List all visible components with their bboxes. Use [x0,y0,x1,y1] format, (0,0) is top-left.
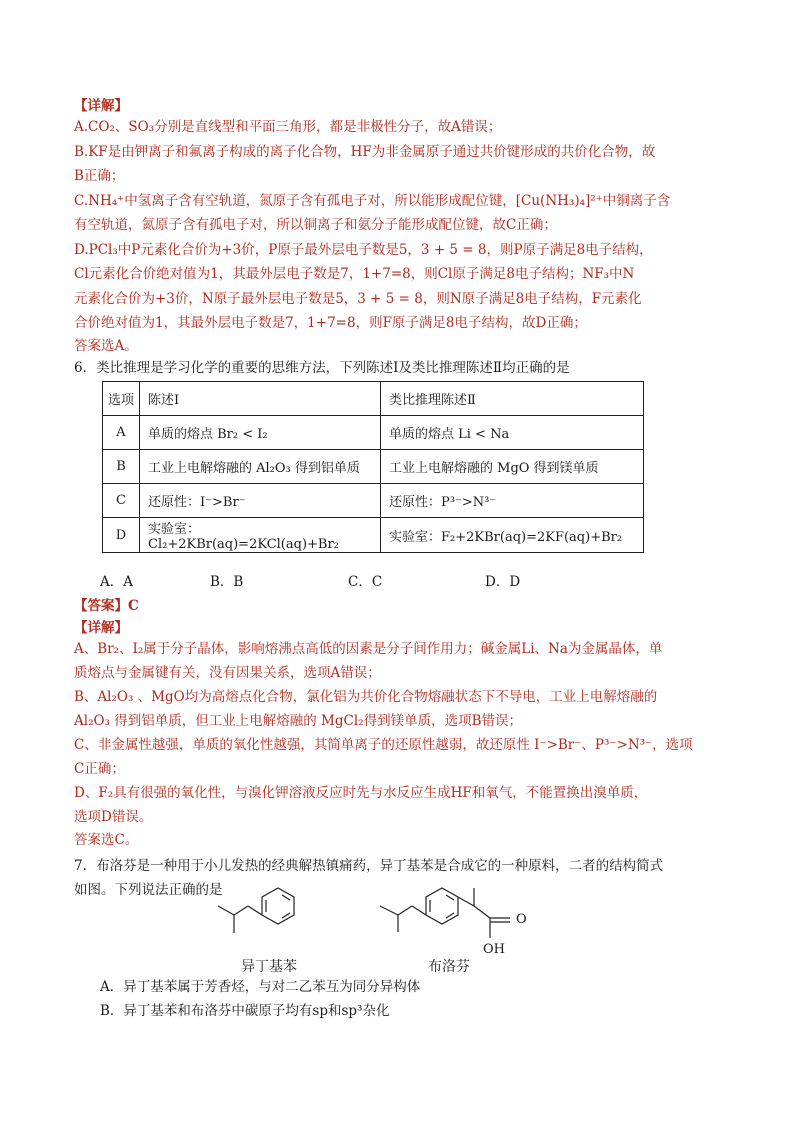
table-cell: 单质的熔点 Li < Na [381,416,644,450]
q7-option-b: B．异丁基苯和布洛芬中碳原子均有sp和sp³杂化 [100,1003,390,1019]
q6-answer: 答案选C。 [74,832,139,848]
table-cell: D [103,518,140,553]
q6-option-d: D．D [485,574,521,590]
table-cell: 还原性：I⁻>Br⁻ [140,484,381,518]
q7-option-a: A．异丁基苯属于芳香烃，与对二乙苯互为同分异构体 [100,979,421,995]
q6-table [102,381,644,553]
q6-exp-line-8: 选项D错误。 [74,809,153,825]
table-row [103,518,644,553]
table-row [103,416,644,450]
q5-line-3: B正确； [74,168,125,184]
table-cell: 单质的熔点 Br₂ < I₂ [140,416,381,450]
ibuprofen-structure-icon [370,874,540,964]
table-cell: 实验室：F₂+2KBr(aq)=2KF(aq)+Br₂ [381,518,644,553]
q6-exp-line-6: C正确； [74,761,125,777]
q7-stem-line-1: 7．布洛芬是一种用于小儿发热的经典解热镇痛药，异丁基苯是合成它的一种原料，二者的结构简式 [74,858,664,874]
table-header-row [103,382,644,416]
q6-exp-line-1: A、Br₂、I₂属于分子晶体，影响熔沸点高低的因素是分子间作用力；碱金属Li、Na为金属晶体，单 [74,641,663,657]
q6-exp-line-2: 质熔点与金属键有关，没有因果关系，选项A错误； [74,665,381,681]
q5-line-5: 有空轨道，氮原子含有孤电子对，所以铜离子和氨分子能形成配位键，故C正确； [74,217,557,233]
table-cell: A [103,416,140,450]
table-cell: B [103,450,140,484]
q5-line-9: 合价绝对值为1，其最外层电子数是7，1+7=8，则F原子满足8电子结构，故D正确； [74,315,587,331]
q5-explanation-heading: 【详解】 [74,98,128,114]
q7-stem-line-2: 如图。下列说法正确的是 [74,882,223,898]
q6-stem: 6．类比推理是学习化学的重要的思维方法，下列陈述Ⅰ及类比推理陈述Ⅱ均正确的是 [74,360,570,376]
isobutylbenzene-structure-icon [200,880,310,950]
q5-line-2: B.KF是由钾离子和氟离子构成的离子化合物，HF为非金属原子通过共价键形成的共价化合物，故 [74,144,656,160]
table-cell: 还原性：P³⁻>N³⁻ [381,484,644,518]
q5-line-4: C.NH₄⁺中氢离子含有空轨道，氮原子含有孤电子对，所以能形成配位键，[Cu(NH₃)₄]²⁺中铜离子含 [74,193,671,209]
q5-answer: 答案选A。 [74,338,138,354]
table-header-cell: 选项 [103,382,140,416]
table-row [103,450,644,484]
q6-exp-line-4: Al₂O₃ 得到铝单质，但工业上电解熔融的 MgCl₂得到镁单质，选项B错误； [74,713,522,729]
q5-line-8: 元素化合价为+3价，N原子最外层电子数是5，3 + 5 = 8，则N原子满足8电子结构，F元素化 [74,291,642,307]
q5-line-1: A.CO₂、SO₃分别是直线型和平面三角形，都是非极性分子，故A错误； [74,119,502,135]
q6-option-b: B．B [210,574,244,590]
q6-option-c: C．C [348,574,383,590]
q5-line-6: D.PCl₃中P元素化合价为+3价，P原子最外层电子数是5，3 + 5 = 8，则P原子满足8电子结构， [74,242,653,258]
table-header-cell: 陈述Ⅰ [140,382,381,416]
table-header-cell: 类比推理陈述Ⅱ [381,382,644,416]
carbonyl-oxygen-label: O [516,912,527,927]
table-cell: 实验室：Cl₂+2KBr(aq)=2KCl(aq)+Br₂ [140,518,381,553]
q6-option-a: A．A [100,574,133,590]
q6-answer-label: 【答案】C [74,598,139,614]
q6-exp-line-5: C、非金属性越强，单质的氧化性越强，其简单离子的还原性越弱，故还原性 I⁻>Br⁻、P³⁻>N³⁻，选项 [74,737,693,753]
table-cell: 工业上电解熔融的 Al₂O₃ 得到铝单质 [140,450,381,484]
table-cell: C [103,484,140,518]
hydroxyl-label: OH [483,942,505,957]
q5-line-7: Cl元素化合价绝对值为1，其最外层电子数是7，1+7=8，则Cl原子满足8电子结构；NF₃中N [74,266,635,282]
table-row [103,484,644,518]
isobutylbenzene-label: 异丁基苯 [241,959,297,975]
q6-exp-line-3: B、Al₂O₃ 、MgO均为高熔点化合物，氯化铝为共价化合物熔融状态下不导电，工业上电解熔融的 [74,689,658,705]
ibuprofen-label: 布洛芬 [428,959,470,975]
q6-exp-line-7: D、F₂具有很强的氧化性，与溴化钾溶液反应时先与水反应生成HF和氧气，不能置换出溴单质， [74,785,648,801]
table-cell: 工业上电解熔融的 MgO 得到镁单质 [381,450,644,484]
q6-explanation-heading: 【详解】 [74,620,128,636]
